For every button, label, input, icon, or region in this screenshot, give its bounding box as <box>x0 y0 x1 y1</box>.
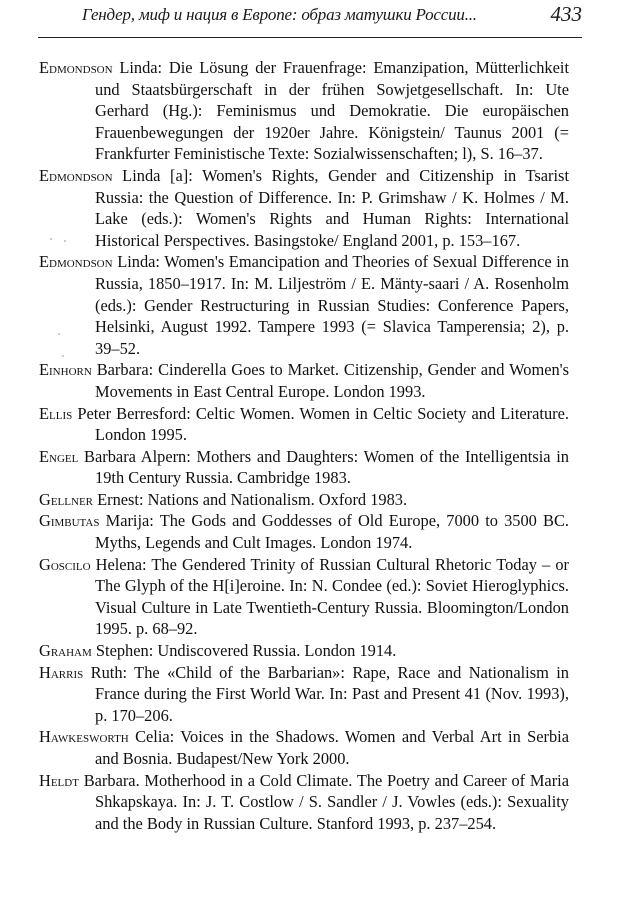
running-header-title: Гендер, миф и нация в Европе: образ матушки России... <box>82 5 477 24</box>
header-rule <box>38 37 582 38</box>
bibliography-entry <box>39 726 569 769</box>
bibliography-entry <box>39 251 569 359</box>
bibliography-entry <box>39 640 569 662</box>
bibliography-entry <box>39 403 569 446</box>
entry-author: Gimbutas <box>39 511 100 531</box>
bibliography-entry <box>39 770 569 835</box>
running-header <box>38 2 582 36</box>
entry-text: Stephen: Undiscovered Russia. London 1914. <box>91 641 397 661</box>
entry-author: Gellner <box>39 489 93 509</box>
bibliography-entry <box>39 489 569 511</box>
bibliography-entry <box>39 510 569 553</box>
bibliography-entry <box>39 165 569 251</box>
entry-text: Marija: The Gods and Goddesses of Old Europe, 7000 to 3500 BC. Myths, Legends and Cult Images. London 1974. <box>95 511 569 553</box>
entry-text: Ruth: The «Child of the Barbarian»: Rape, Race and Nationalism in France during the First World War. In: Past and Present 41 (Nov. 1993), p. 170–206. <box>83 662 569 725</box>
entry-author: Edmondson <box>39 58 113 77</box>
entry-author: Edmondson <box>39 165 113 185</box>
entry-text: Ernest: Nations and Nationalism. Oxford 1983. <box>93 489 408 509</box>
entry-author: Einhorn <box>39 360 92 380</box>
entry-author: Engel <box>39 446 79 466</box>
entry-text: Barbara. Motherhood in a Cold Climate. The Poetry and Career of Maria Shkapskaya. In: J. T. Costlow / S. Sandler / J. Vowles (eds.): Sexuality and the Body in Russian Culture. Stanford 1993, p. 237–254. <box>78 770 569 833</box>
entry-author: Hawkesworth <box>39 727 129 747</box>
entry-text: Linda [a]: Women's Rights, Gender and Citizenship in Tsarist Russia: the Question of Difference. In: P. Grimshaw / K. Holmes / M. Lake (eds.): Women's Rights and Human Rights: International Historical Perspectives. Basingstoke/ England 2001, p. 153–167. <box>95 165 569 250</box>
entry-text: Linda: Die Lösung der Frauenfrage: Emanzipation, Mütterlichkeit und Staatsbürgerschaft in der frühen Sowjetgesellschaft. In: Ute Gerhard (Hg.): Feminismus und Demokratie. Die europäischen Frauenbewegungen der 1920er Jahre. Königstein/ Taunus 2001 (= Frankfurter Feministische Texte: Sozialwissenschaften; l), S. 16–37. <box>95 58 569 164</box>
page-number: 433 <box>550 2 582 26</box>
entry-text: Helena: The Gendered Trinity of Russian Cultural Rhetoric Today – or The Glyph of the H[i]eroine. In: N. Condee (ed.): Soviet Hieroglyphics. Visual Culture in Late Twentieth-Century Russia. Bloomington/London 1995. p. 68–92. <box>90 554 569 639</box>
entry-text: Barbara Alpern: Mothers and Daughters: Women of the Intelligentsia in 19th Century Russia. Cambridge 1983. <box>78 446 569 488</box>
entry-author: Heldt <box>39 770 79 790</box>
entry-author: Ellis <box>39 403 73 423</box>
entry-author: Goscilo <box>39 554 91 574</box>
entry-text: Celia: Voices in the Shadows. Women and Verbal Art in Serbia and Bosnia. Budapest/New York 2000. <box>95 727 569 768</box>
bibliography-entry <box>39 662 569 727</box>
bibliography-entry <box>39 359 569 402</box>
entry-author: Graham <box>39 641 92 661</box>
entry-author: Harris <box>39 662 84 682</box>
entry-author: Edmondson <box>39 252 113 272</box>
bibliography-entry <box>39 554 569 640</box>
bibliography-list <box>39 57 569 834</box>
entry-text: Peter Berresford: Celtic Women. Women in Celtic Society and Literature. London 1995. <box>72 403 569 445</box>
bibliography-entry <box>39 446 569 489</box>
entry-text: Linda: Women's Emancipation and Theories of Sexual Difference in Russia, 1850–1917. In: M. Liljeström / E. Mänty-saari / A. Rosenholm (eds.): Gender Restructuring in Russian Studies: Conference Papers, Helsinki, August 1992. Tampere 1993 (= Slavica Tamperensia; 2), p. 39–52. <box>95 252 569 358</box>
bibliography-entry <box>39 57 569 165</box>
entry-text: Barbara: Cinderella Goes to Market. Citizenship, Gender and Women's Movements in East Central Europe. London 1993. <box>91 360 569 401</box>
